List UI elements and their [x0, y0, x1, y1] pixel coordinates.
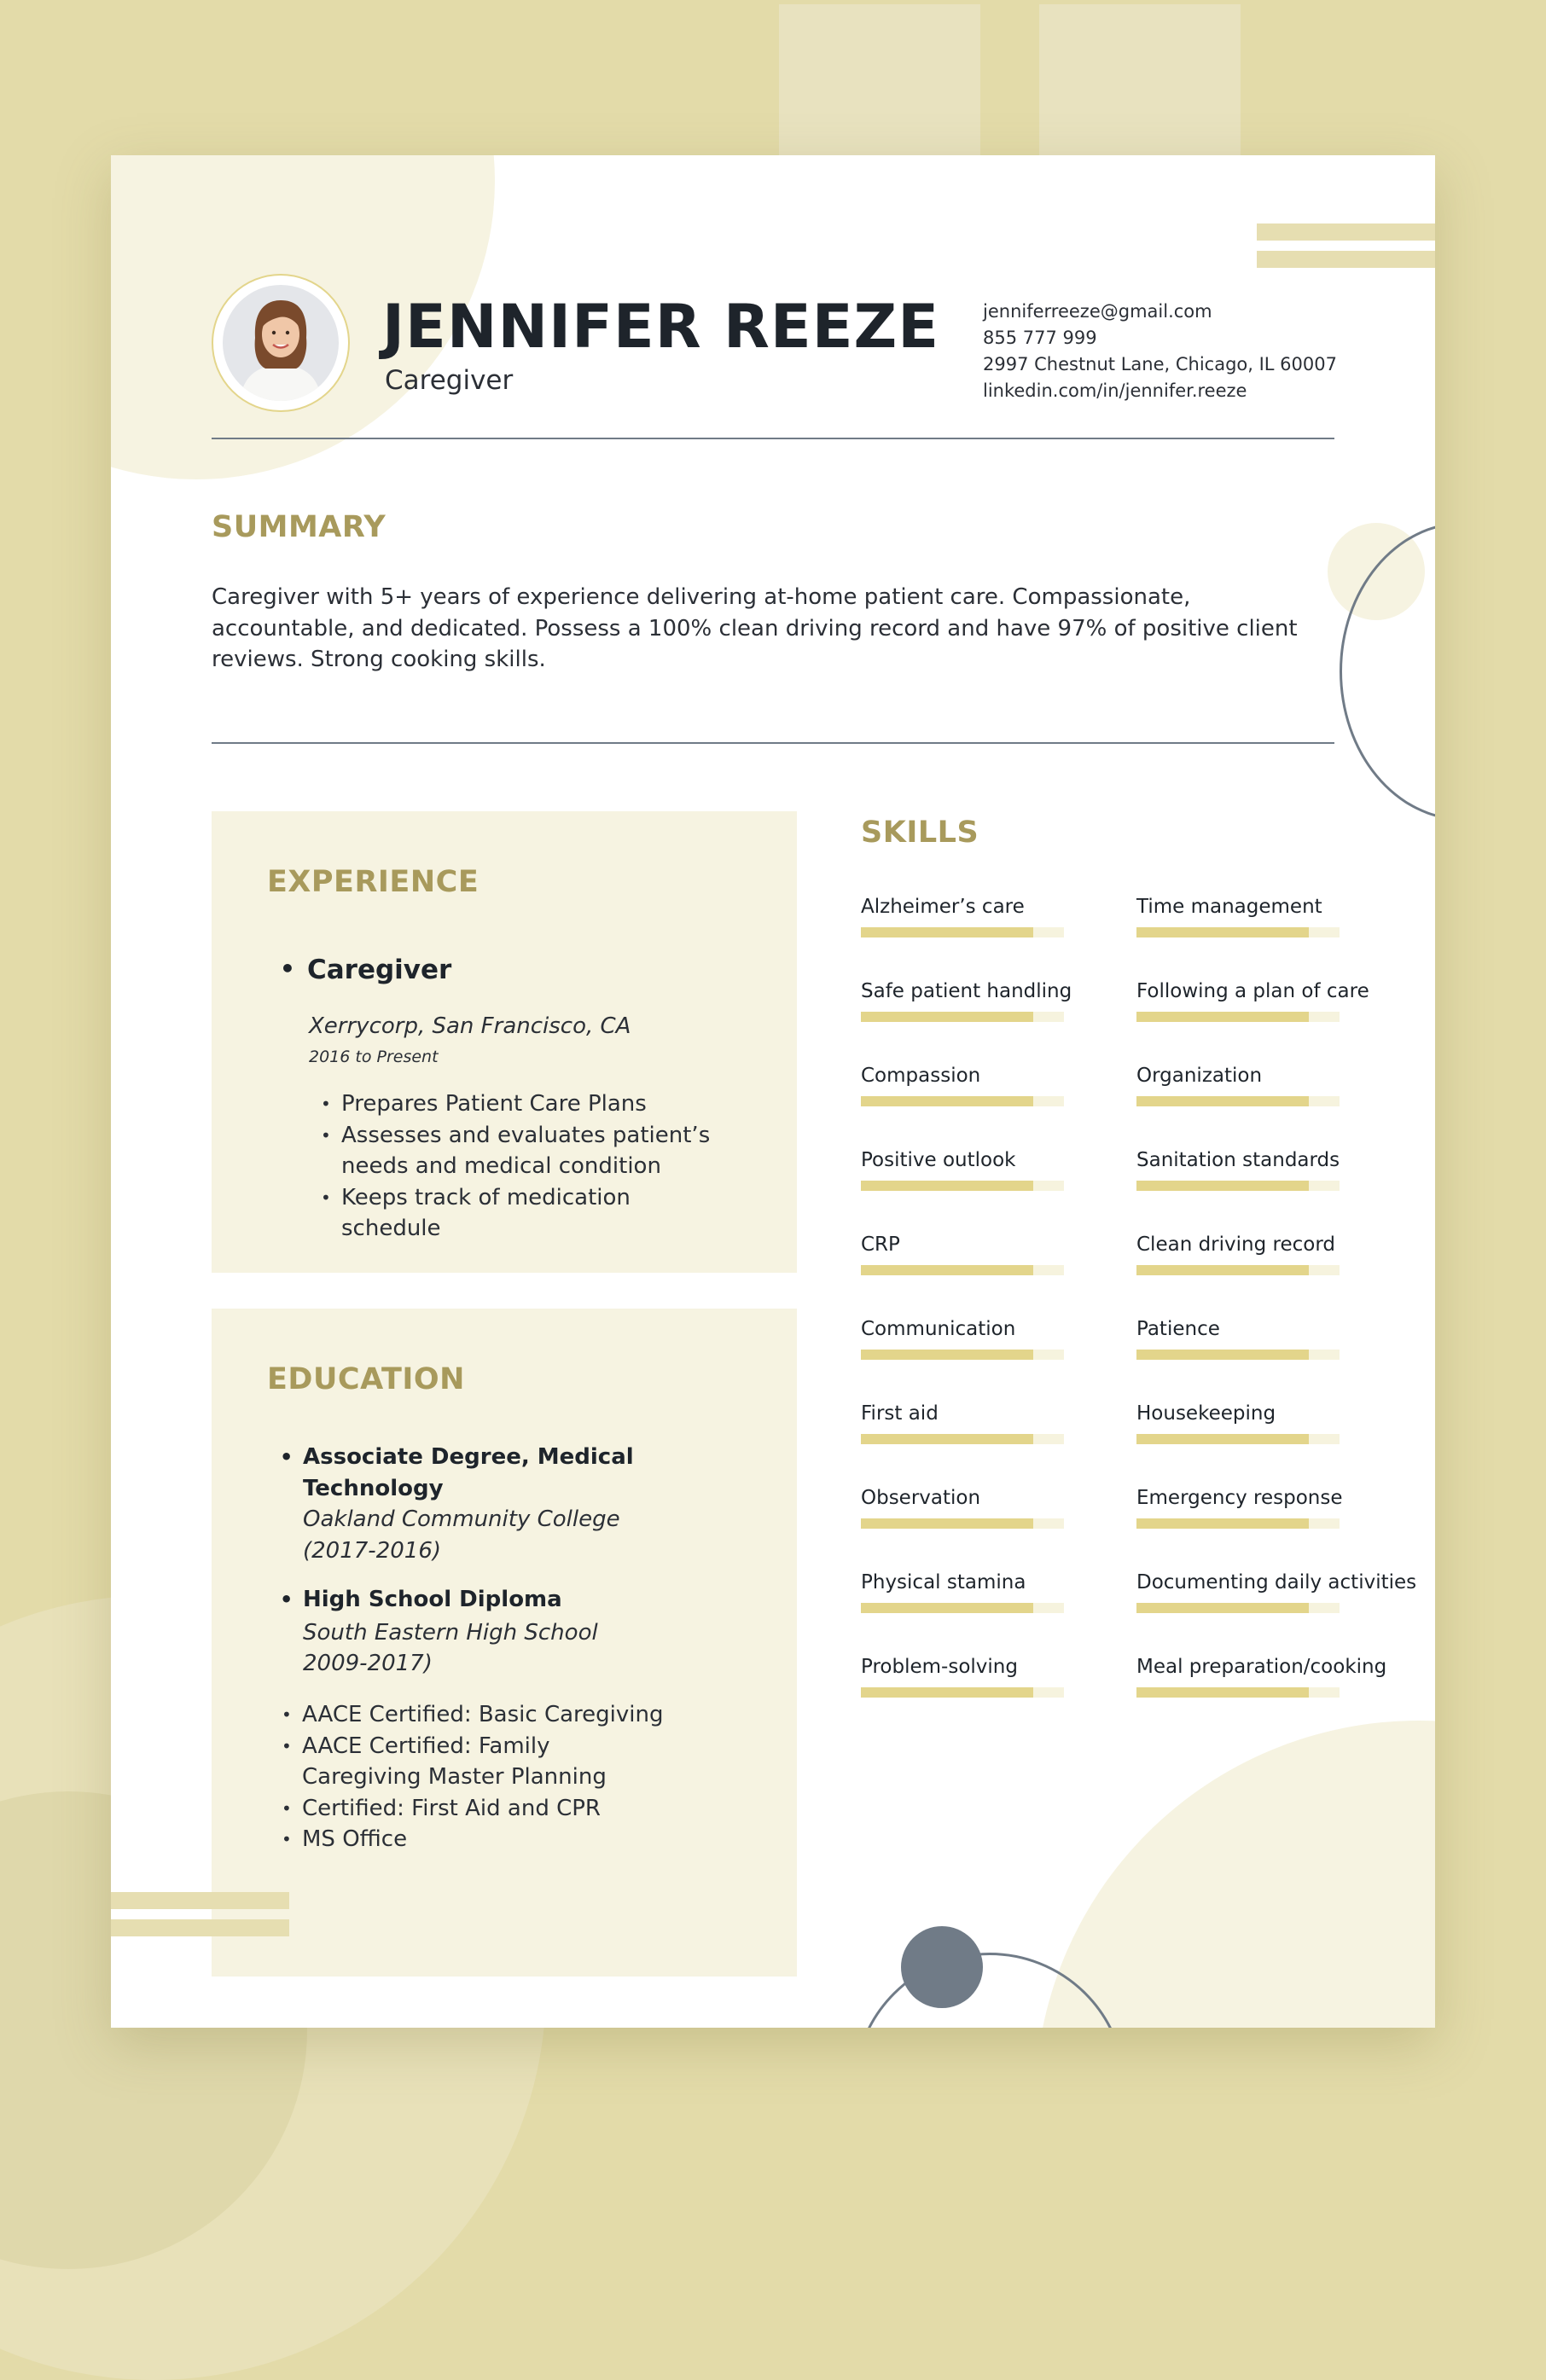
skill-level-fill [861, 1350, 1033, 1360]
degree-title: Technology [303, 1475, 444, 1501]
skill-label: Meal preparation/cooking [1136, 1656, 1387, 1678]
certification-item: • AACE Certified: Family Caregiving Master Planning [282, 1731, 665, 1793]
certification-item: • MS Office [282, 1824, 665, 1855]
skill-level-bar [861, 1518, 1064, 1529]
resume-page [111, 155, 1435, 2028]
contact-block [983, 299, 1337, 404]
task-item: • Assesses and evaluates patient’s needs and medical condition [321, 1120, 730, 1182]
skill-label: Observation [861, 1487, 981, 1509]
skill-level-fill [861, 1603, 1033, 1613]
experience-title: EXPERIENCE [267, 865, 479, 899]
skill-level-bar [861, 1012, 1064, 1022]
skill-label: Time management [1136, 896, 1322, 918]
decor-circle-bottom-right [1035, 1721, 1435, 2028]
skill-level-bar [1136, 1603, 1340, 1613]
skill-label: Positive outlook [861, 1149, 1016, 1171]
school-dates: (2017-2016) [303, 1537, 442, 1564]
avatar [212, 274, 350, 412]
decor-stripe [1257, 223, 1435, 241]
education-panel [212, 1309, 797, 1977]
skill-label: Documenting daily activities [1136, 1571, 1417, 1593]
skill-level-bar [861, 1434, 1064, 1444]
skill-level-bar [861, 1687, 1064, 1698]
contact-phone: 855 777 999 [983, 328, 1097, 348]
skill-level-fill [1136, 1012, 1309, 1022]
skill-level-fill [1136, 1687, 1309, 1698]
job-dates: 2016 to Present [309, 1048, 439, 1066]
skill-label: Problem-solving [861, 1656, 1018, 1678]
skill-label: Alzheimer’s care [861, 896, 1025, 918]
decor-stripe [111, 1892, 289, 1909]
skill-level-fill [1136, 1096, 1309, 1106]
skill-level-bar [1136, 1181, 1340, 1191]
job-title: Caregiver [307, 955, 452, 985]
contact-email: jenniferreeze@gmail.com [983, 301, 1212, 322]
skill-level-bar [1136, 1350, 1340, 1360]
degree-title: High School Diploma [303, 1587, 562, 1612]
skill-label: First aid [861, 1402, 939, 1425]
skill-label: Safe patient handling [861, 980, 1072, 1002]
skill-label: Physical stamina [861, 1571, 1026, 1593]
experience-panel [212, 811, 797, 1273]
avatar-portrait-icon [223, 285, 339, 401]
skill-level-bar [1136, 927, 1340, 937]
skill-level-fill [861, 1434, 1033, 1444]
school-dates: 2009-2017) [303, 1651, 433, 1676]
skill-level-fill [861, 1265, 1033, 1275]
summary-text [212, 582, 1321, 676]
skill-label: Following a plan of care [1136, 980, 1369, 1002]
summary-divider [212, 742, 1334, 744]
skill-level-bar [861, 1350, 1064, 1360]
summary-title: SUMMARY [212, 510, 386, 544]
skill-level-bar [1136, 1434, 1340, 1444]
skill-level-fill [1136, 927, 1309, 937]
contact-linkedin: linkedin.com/in/jennifer.reeze [983, 380, 1247, 401]
skill-level-bar [1136, 1012, 1340, 1022]
skill-level-bar [861, 1603, 1064, 1613]
skill-level-fill [861, 1181, 1033, 1191]
skill-level-bar [861, 927, 1064, 937]
skill-level-fill [1136, 1181, 1309, 1191]
candidate-name: JENNIFER REEZE [382, 292, 940, 362]
skills-title: SKILLS [861, 816, 979, 850]
skill-level-bar [861, 1265, 1064, 1275]
summary-line: Caregiver with 5+ years of experience delivering at-home patient care. Compassionate, [212, 584, 1191, 610]
education-entry [303, 1442, 634, 1566]
task-item: • Prepares Patient Care Plans [321, 1088, 730, 1120]
job-company: Xerrycorp, San Francisco, CA [309, 1013, 631, 1039]
skill-level-fill [1136, 1265, 1309, 1275]
decor-stripe [1257, 251, 1435, 268]
education-entry [303, 1584, 598, 1680]
skill-level-bar [1136, 1265, 1340, 1275]
job-bullet: • [280, 955, 295, 983]
degree-title: Associate Degree, Medical [303, 1444, 634, 1470]
contact-address: 2997 Chestnut Lane, Chicago, IL 60007 [983, 354, 1337, 374]
certification-item: • Certified: First Aid and CPR [282, 1793, 665, 1825]
summary-line: reviews. Strong cooking skills. [212, 647, 546, 672]
candidate-role: Caregiver [385, 365, 514, 396]
skill-level-bar [1136, 1687, 1340, 1698]
skill-level-bar [861, 1181, 1064, 1191]
skill-level-bar [1136, 1518, 1340, 1529]
skill-label: CRP [861, 1234, 900, 1256]
summary-line: accountable, and dedicated. Possess a 100% clean driving record and have 97% of positive client [212, 615, 1298, 641]
skill-level-bar [861, 1096, 1064, 1106]
header-divider [212, 438, 1334, 439]
background-stripe [779, 4, 980, 158]
skill-label: Patience [1136, 1318, 1220, 1340]
skill-level-fill [861, 927, 1033, 937]
certification-item: • AACE Certified: Basic Caregiving [282, 1699, 665, 1731]
skill-level-fill [861, 1096, 1033, 1106]
skill-level-fill [861, 1518, 1033, 1529]
skill-label: Compassion [861, 1065, 981, 1087]
skill-level-fill [1136, 1518, 1309, 1529]
skill-level-fill [1136, 1350, 1309, 1360]
skill-label: Sanitation standards [1136, 1149, 1340, 1171]
skill-label: Communication [861, 1318, 1016, 1340]
skill-label: Organization [1136, 1065, 1263, 1087]
skill-label: Housekeeping [1136, 1402, 1276, 1425]
school-name: South Eastern High School [303, 1619, 598, 1646]
skill-level-fill [1136, 1434, 1309, 1444]
task-item: • Keeps track of medication schedule [321, 1182, 730, 1245]
certification-list [282, 1699, 665, 1855]
skill-level-fill [861, 1012, 1033, 1022]
background-stripe [1039, 4, 1241, 158]
education-bullet: • [280, 1445, 294, 1469]
school-name: Oakland Community College [303, 1506, 620, 1532]
skill-level-fill [1136, 1603, 1309, 1613]
skill-label: Emergency response [1136, 1487, 1343, 1509]
decor-stripe [111, 1919, 289, 1936]
decor-dot-bottom [901, 1926, 983, 2008]
skill-level-fill [861, 1687, 1033, 1698]
job-tasks [321, 1088, 730, 1245]
education-bullet: • [280, 1588, 294, 1611]
skill-label: Clean driving record [1136, 1234, 1335, 1256]
skill-level-bar [1136, 1096, 1340, 1106]
education-title: EDUCATION [267, 1362, 465, 1396]
